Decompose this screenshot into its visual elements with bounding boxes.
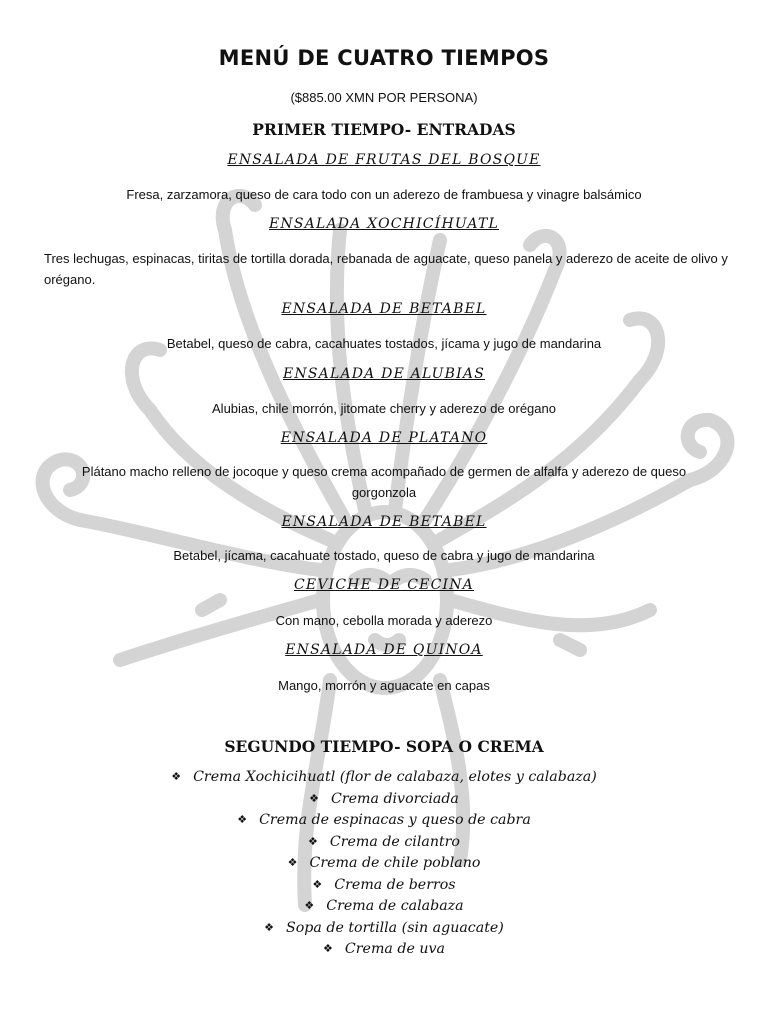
menu-title: MENÚ DE CUATRO TIEMPOS [218,46,550,70]
diamond-bullet-icon: ❖ [304,899,315,912]
list-item: ❖ Crema de espinacas y queso de cabra [237,812,531,828]
diamond-bullet-icon: ❖ [237,813,248,826]
dish-name: ENSALADA DE FRUTAS DEL BOSQUE [227,152,541,168]
list-item: ❖ Crema divorciada [309,790,459,807]
dish-name: ENSALADA DE BETABEL [281,514,487,530]
dish-description: Mango, morrón y aguacate en capas [278,678,490,693]
list-item: ❖ Crema Xochicihuatl (flor de calabaza, elotes y calabaza) [171,769,597,785]
diamond-bullet-icon: ❖ [323,942,333,955]
list-item: ❖ Crema de uva [323,941,445,957]
diamond-bullet-icon: ❖ [171,770,182,783]
menu-price: ($885.00 XMN POR PERSONA) [290,90,478,105]
dish-name: ENSALADA DE QUINOA [285,642,483,658]
diamond-bullet-icon: ❖ [287,856,298,869]
dish-name: ENSALADA DE PLATANO [280,430,488,446]
list-item: ❖ Crema de cilantro [308,833,460,850]
dish-description: Betabel, queso de cabra, cacahuates tostados, jícama y jugo de mandarina [166,336,602,351]
diamond-bullet-icon: ❖ [309,791,319,805]
dish-name: ENSALADA XOCHICÍHUATL [268,216,499,232]
diamond-bullet-icon: ❖ [312,877,323,891]
dish-description: Con mano, cebolla morada y aderezo [275,613,493,628]
diamond-bullet-icon: ❖ [264,920,275,934]
dish-name: ENSALADA DE BETABEL [281,301,487,317]
section-heading-primer-tiempo: PRIMER TIEMPO- ENTRADAS [252,120,516,139]
dish-name: ENSALADA DE ALUBIAS [282,366,486,382]
dish-name: CEVICHE DE CECINA [294,577,474,593]
dish-description: Betabel, jícama, cacahuate tostado, queso de cabra y jugo de mandarina [173,548,595,563]
dish-description: Tres lechugas, espinacas, tiritas de tortilla dorada, rebanada de aguacate, queso panela y aderezo de aceite de olivo y orégano. [44,251,728,287]
list-item: ❖ Sopa de tortilla (sin aguacate) [264,919,504,936]
soup-list [0,767,768,961]
list-item: ❖ Crema de berros [312,876,456,893]
dish-description: Plátano macho relleno de jocoque y queso crema acompañado de germen de alfalfa y aderezo de queso gorgonzola [81,464,687,500]
dish-description: Fresa, zarzamora, queso de cara todo con un aderezo de frambuesa y vinagre balsámico [126,187,642,202]
list-item: ❖ Crema de calabaza [304,898,464,914]
dish-description: Alubias, chile morrón, jitomate cherry y aderezo de orégano [212,401,556,416]
list-item: ❖ Crema de chile poblano [287,855,481,871]
section-heading-segundo-tiempo: SEGUNDO TIEMPO- SOPA O CREMA [224,737,544,756]
diamond-bullet-icon: ❖ [308,834,318,848]
